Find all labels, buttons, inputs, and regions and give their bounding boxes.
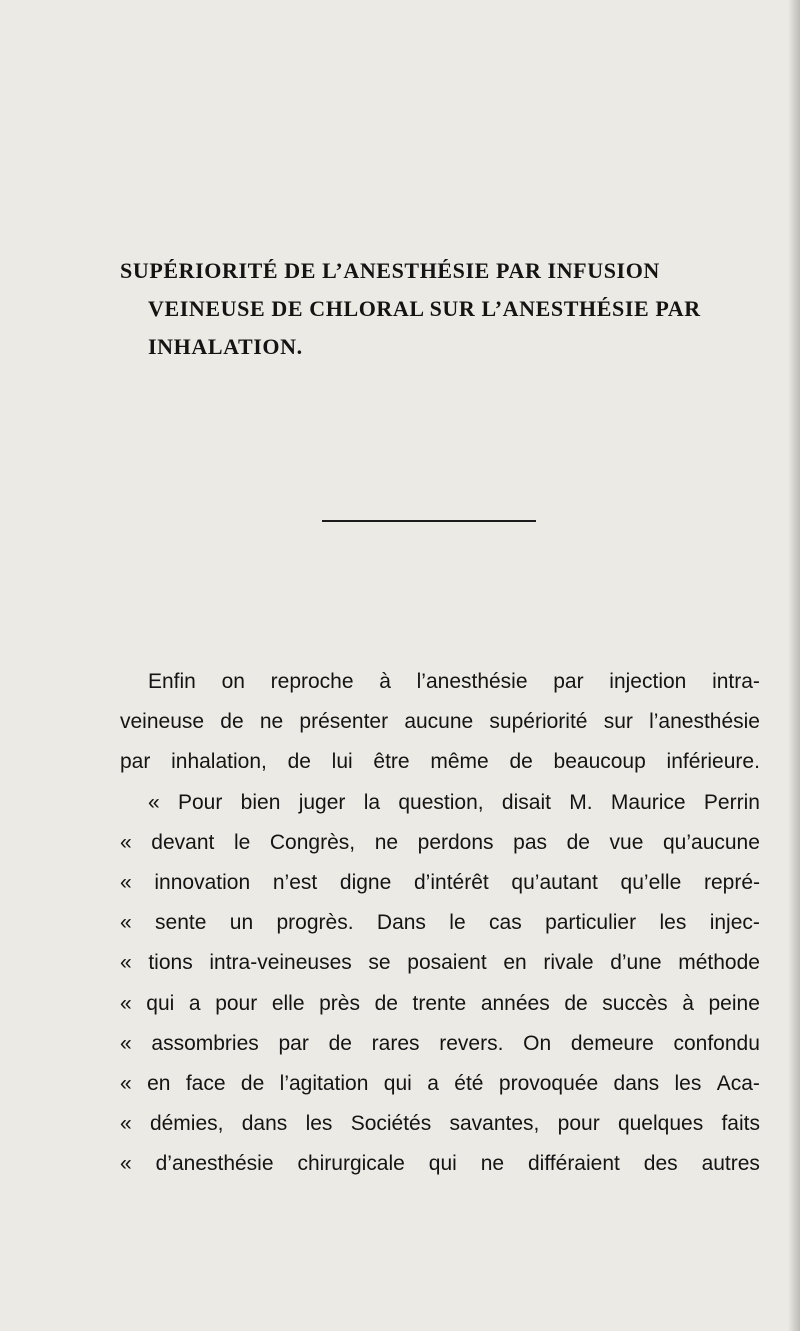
word: beaucoup bbox=[553, 750, 646, 774]
word: particulier bbox=[545, 911, 637, 935]
word: tions bbox=[148, 951, 193, 975]
word: a bbox=[427, 1071, 439, 1095]
word: le bbox=[233, 830, 251, 854]
text-line bbox=[120, 984, 760, 1024]
word: n’est bbox=[272, 870, 318, 894]
word: « bbox=[120, 1112, 132, 1136]
word: Aca- bbox=[716, 1071, 760, 1095]
word: présenter bbox=[299, 710, 389, 734]
word: devant bbox=[151, 830, 215, 854]
word: a bbox=[188, 991, 201, 1015]
word: par bbox=[553, 670, 584, 693]
word: « bbox=[120, 1031, 132, 1055]
section-separator-rule bbox=[322, 520, 536, 522]
section-heading bbox=[120, 252, 760, 366]
word: injection bbox=[609, 670, 687, 693]
word: été bbox=[454, 1071, 484, 1095]
word: par bbox=[278, 1031, 309, 1055]
heading-line-3: INHALATION. bbox=[148, 334, 303, 359]
word: qui bbox=[383, 1071, 412, 1095]
word: Pour bbox=[178, 790, 223, 814]
word: autres bbox=[701, 1152, 760, 1176]
word: vue bbox=[609, 830, 644, 854]
word: Enfin bbox=[148, 670, 196, 693]
word: ne bbox=[374, 830, 399, 854]
word: le bbox=[449, 911, 466, 935]
text-line bbox=[120, 662, 760, 702]
word: « bbox=[120, 951, 132, 975]
word: bien bbox=[240, 790, 281, 814]
word: rivale bbox=[543, 951, 594, 975]
word: qu’aucune bbox=[663, 830, 760, 854]
word: les bbox=[659, 911, 687, 935]
word: à bbox=[379, 670, 391, 693]
word: « bbox=[120, 991, 132, 1015]
word: d’anesthésie bbox=[155, 1152, 274, 1176]
word: inhalation, bbox=[171, 750, 267, 774]
word: se bbox=[368, 951, 391, 975]
word: « bbox=[120, 1152, 132, 1176]
text-line bbox=[120, 943, 760, 983]
word: de bbox=[566, 830, 590, 854]
word: repré- bbox=[703, 870, 760, 894]
word: ne bbox=[259, 710, 284, 734]
word: qu’elle bbox=[620, 870, 682, 894]
word: dans bbox=[613, 1071, 660, 1095]
word: revers. bbox=[439, 1031, 504, 1055]
heading-line-1: SUPÉRIORITÉ DE L’ANESTHÉSIE PAR INFUSION bbox=[120, 258, 660, 283]
word: M. bbox=[569, 790, 593, 814]
word: Dans bbox=[376, 911, 426, 935]
word: l’anesthésie bbox=[416, 670, 528, 693]
word: d’intérêt bbox=[414, 870, 489, 894]
word: près bbox=[319, 991, 360, 1015]
word: en bbox=[503, 951, 527, 975]
word: reproche bbox=[270, 670, 354, 693]
word: l’anesthésie bbox=[649, 710, 760, 734]
word: qui bbox=[428, 1152, 457, 1176]
word: juger bbox=[298, 790, 346, 814]
word: « bbox=[120, 830, 132, 854]
word: assombries bbox=[151, 1031, 259, 1055]
word: en bbox=[147, 1071, 171, 1095]
text-line bbox=[120, 1144, 760, 1184]
word: d’une bbox=[610, 951, 662, 975]
word: Congrès, bbox=[269, 830, 356, 854]
word: même bbox=[430, 750, 489, 774]
word: de bbox=[287, 750, 311, 774]
word: peine bbox=[708, 991, 760, 1015]
word: de bbox=[220, 710, 244, 734]
word: « bbox=[120, 1071, 132, 1095]
word: l’agitation bbox=[279, 1071, 369, 1095]
word: elle bbox=[271, 991, 305, 1015]
word: pour bbox=[557, 1112, 600, 1136]
word: « bbox=[120, 870, 132, 894]
word: trente bbox=[412, 991, 467, 1015]
text-line bbox=[120, 702, 760, 742]
word: rares bbox=[371, 1031, 420, 1055]
word: de bbox=[374, 991, 398, 1015]
text-line bbox=[120, 903, 760, 943]
word: des bbox=[643, 1152, 678, 1176]
word: être bbox=[373, 750, 410, 774]
word: ne bbox=[480, 1152, 505, 1176]
word: demeure bbox=[570, 1031, 654, 1055]
word: cas bbox=[489, 911, 522, 935]
body-paragraph bbox=[120, 662, 760, 1184]
word: intra-veineuses bbox=[209, 951, 352, 975]
word: quelques bbox=[617, 1112, 704, 1136]
word: veineuse bbox=[120, 710, 205, 734]
word: de bbox=[564, 991, 588, 1015]
word: de bbox=[240, 1071, 265, 1095]
word: Maurice bbox=[610, 790, 686, 814]
word: sente bbox=[155, 911, 207, 935]
word: digne bbox=[339, 870, 392, 894]
word: de bbox=[328, 1031, 352, 1055]
word: dans bbox=[241, 1112, 288, 1136]
word: inférieure. bbox=[666, 750, 760, 774]
word: « bbox=[120, 911, 132, 935]
word: pas bbox=[513, 830, 547, 854]
text-line bbox=[120, 783, 760, 823]
word: provoquée bbox=[498, 1071, 599, 1095]
word: aucune bbox=[404, 710, 474, 734]
word: on bbox=[221, 670, 245, 693]
page-edge-shadow bbox=[788, 0, 800, 1331]
text-line bbox=[120, 823, 760, 863]
word: faits bbox=[721, 1112, 760, 1136]
word: démies, bbox=[149, 1112, 224, 1136]
word: disait bbox=[501, 790, 551, 814]
word: perdons bbox=[417, 830, 494, 854]
word: On bbox=[523, 1031, 552, 1055]
word: les bbox=[674, 1071, 702, 1095]
word: sur bbox=[603, 710, 633, 734]
word: question, bbox=[398, 790, 484, 814]
word: qu’autant bbox=[511, 870, 598, 894]
word: face bbox=[185, 1071, 226, 1095]
text-line bbox=[120, 863, 760, 903]
word: Sociétés bbox=[350, 1112, 432, 1136]
word: chirurgicale bbox=[297, 1152, 405, 1176]
word: intra- bbox=[712, 670, 760, 693]
word: de bbox=[509, 750, 533, 774]
text-line bbox=[120, 1024, 760, 1064]
word: Perrin bbox=[703, 790, 760, 814]
word: innovation bbox=[154, 870, 251, 894]
word: la bbox=[363, 790, 381, 814]
text-line bbox=[120, 1064, 760, 1104]
word: lui bbox=[331, 750, 353, 774]
word: confondu bbox=[673, 1031, 760, 1055]
word: les bbox=[305, 1112, 333, 1136]
word: par bbox=[120, 750, 151, 774]
word: méthode bbox=[678, 951, 760, 975]
word: supériorité bbox=[489, 710, 588, 734]
text-line bbox=[120, 742, 760, 782]
word: années bbox=[480, 991, 550, 1015]
word: un bbox=[229, 911, 254, 935]
word: injec- bbox=[709, 911, 760, 935]
word: à bbox=[682, 991, 694, 1015]
word: « bbox=[148, 790, 160, 814]
word: différaient bbox=[528, 1152, 620, 1176]
word: qui bbox=[146, 991, 175, 1015]
text-line bbox=[120, 1104, 760, 1144]
word: posaient bbox=[407, 951, 487, 975]
word: savantes, bbox=[449, 1112, 540, 1136]
word: pour bbox=[215, 991, 258, 1015]
word: succès bbox=[602, 991, 668, 1015]
heading-line-2: VEINEUSE DE CHLORAL SUR L’ANESTHÉSIE PAR bbox=[148, 296, 701, 321]
word: progrès. bbox=[276, 911, 354, 935]
